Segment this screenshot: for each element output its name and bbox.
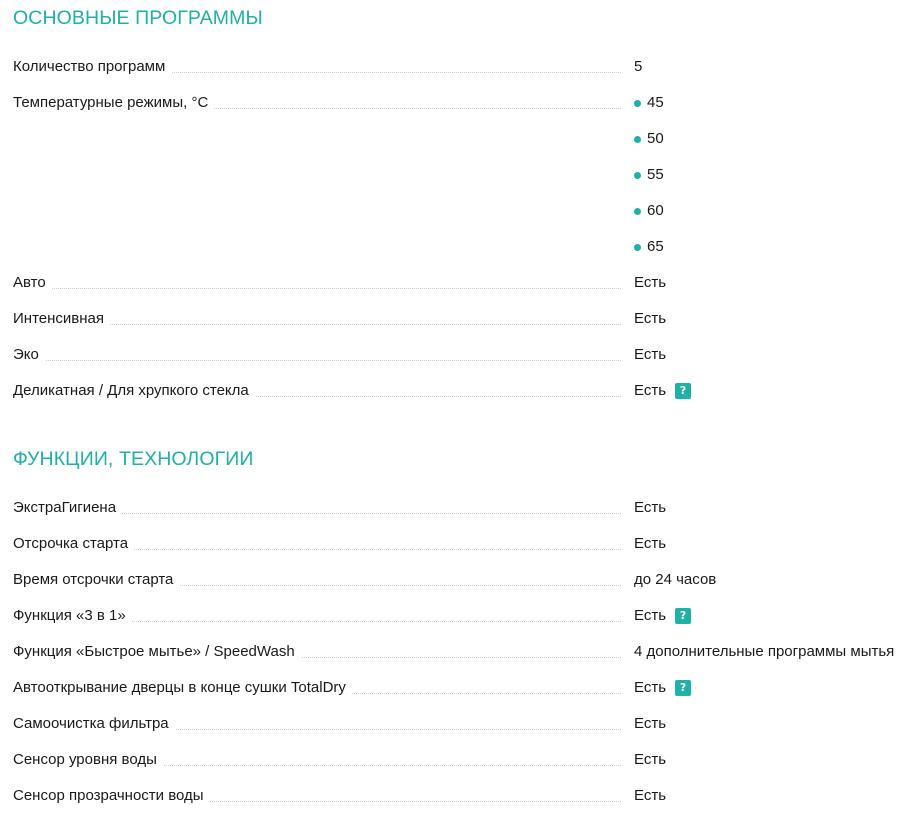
section-title: ФУНКЦИИ, ТЕХНОЛОГИИ (13, 448, 254, 470)
spec-label: Температурные режимы, °C (13, 94, 214, 112)
spec-row-water-level-sensor (13, 751, 913, 787)
spec-table-main-programs (13, 58, 913, 418)
spec-value: Есть (634, 751, 667, 768)
dotted-leader (13, 360, 621, 361)
temperature-value: 45 (647, 94, 664, 111)
spec-value: Есть (634, 499, 667, 516)
temperature-value: 50 (647, 130, 664, 147)
temperature-value: 55 (647, 166, 664, 183)
teal-dot-icon (634, 100, 641, 107)
spec-row-program-count (13, 58, 913, 94)
spec-row-3in1 (13, 607, 913, 643)
temperature-values-list (634, 94, 664, 274)
spec-label: Деликатная / Для хрупкого стекла (13, 382, 255, 400)
list-item (634, 94, 664, 130)
spec-row-eco (13, 346, 913, 382)
list-item (634, 202, 664, 238)
spec-value: Есть (634, 679, 667, 696)
spec-label: Функция «3 в 1» (13, 607, 132, 625)
spec-label: Самоочистка фильтра (13, 715, 175, 733)
spec-label: Авто (13, 274, 52, 292)
spec-row-extra-hygiene (13, 499, 913, 535)
spec-label: Автооткрывание дверцы в конце сушки TotalDry (13, 679, 352, 697)
spec-row-water-clarity-sensor (13, 787, 913, 823)
spec-label: Функция «Быстрое мытье» / SpeedWash (13, 643, 301, 661)
section-main-programs (0, 7, 263, 29)
spec-value: Есть (634, 346, 667, 363)
spec-row-filter-selfclean (13, 715, 913, 751)
spec-value-with-help (634, 607, 691, 625)
spec-value: Есть (634, 310, 667, 327)
teal-dot-icon (634, 172, 641, 179)
spec-label: Отсрочка старта (13, 535, 134, 553)
spec-value: Есть (634, 382, 667, 399)
spec-label: Сенсор уровня воды (13, 751, 163, 769)
spec-value-with-help (634, 679, 691, 697)
spec-label: Количество программ (13, 58, 171, 76)
spec-row-auto (13, 274, 913, 310)
spec-label: Интенсивная (13, 310, 110, 328)
temperature-value: 65 (647, 238, 664, 255)
spec-label: Эко (13, 346, 45, 364)
spec-row-delicate (13, 382, 913, 418)
spec-label: Сенсор прозрачности воды (13, 787, 210, 805)
spec-value: Есть (634, 535, 667, 552)
section-title: ОСНОВНЫЕ ПРОГРАММЫ (13, 7, 263, 29)
spec-value: 4 дополнительные программы мытья (634, 643, 895, 660)
section-functions-technologies (0, 448, 253, 470)
spec-value: Есть (634, 274, 667, 291)
teal-dot-icon (634, 244, 641, 251)
spec-value-with-help (634, 382, 691, 400)
spec-row-delayed-start (13, 535, 913, 571)
spec-row-speedwash (13, 643, 913, 679)
spec-row-totaldry (13, 679, 913, 715)
dotted-leader (13, 288, 621, 289)
list-item (634, 166, 664, 202)
question-icon[interactable]: ? (675, 680, 691, 696)
spec-value: Есть (634, 607, 667, 624)
question-icon[interactable]: ? (675, 383, 691, 399)
temperature-value: 60 (647, 202, 664, 219)
spec-label: Время отсрочки старта (13, 571, 179, 589)
spec-value: 5 (634, 58, 643, 75)
question-icon[interactable]: ? (675, 608, 691, 624)
spec-value: Есть (634, 715, 667, 732)
spec-label: ЭкстраГигиена (13, 499, 122, 517)
teal-dot-icon (634, 208, 641, 215)
spec-value: до 24 часов (634, 571, 717, 588)
spec-table-functions (13, 499, 913, 823)
spec-value: Есть (634, 787, 667, 804)
list-item (634, 238, 664, 274)
spec-row-delay-time (13, 571, 913, 607)
list-item (634, 130, 664, 166)
teal-dot-icon (634, 136, 641, 143)
spec-row-intensive (13, 310, 913, 346)
spec-row-temperature-modes (13, 94, 913, 274)
